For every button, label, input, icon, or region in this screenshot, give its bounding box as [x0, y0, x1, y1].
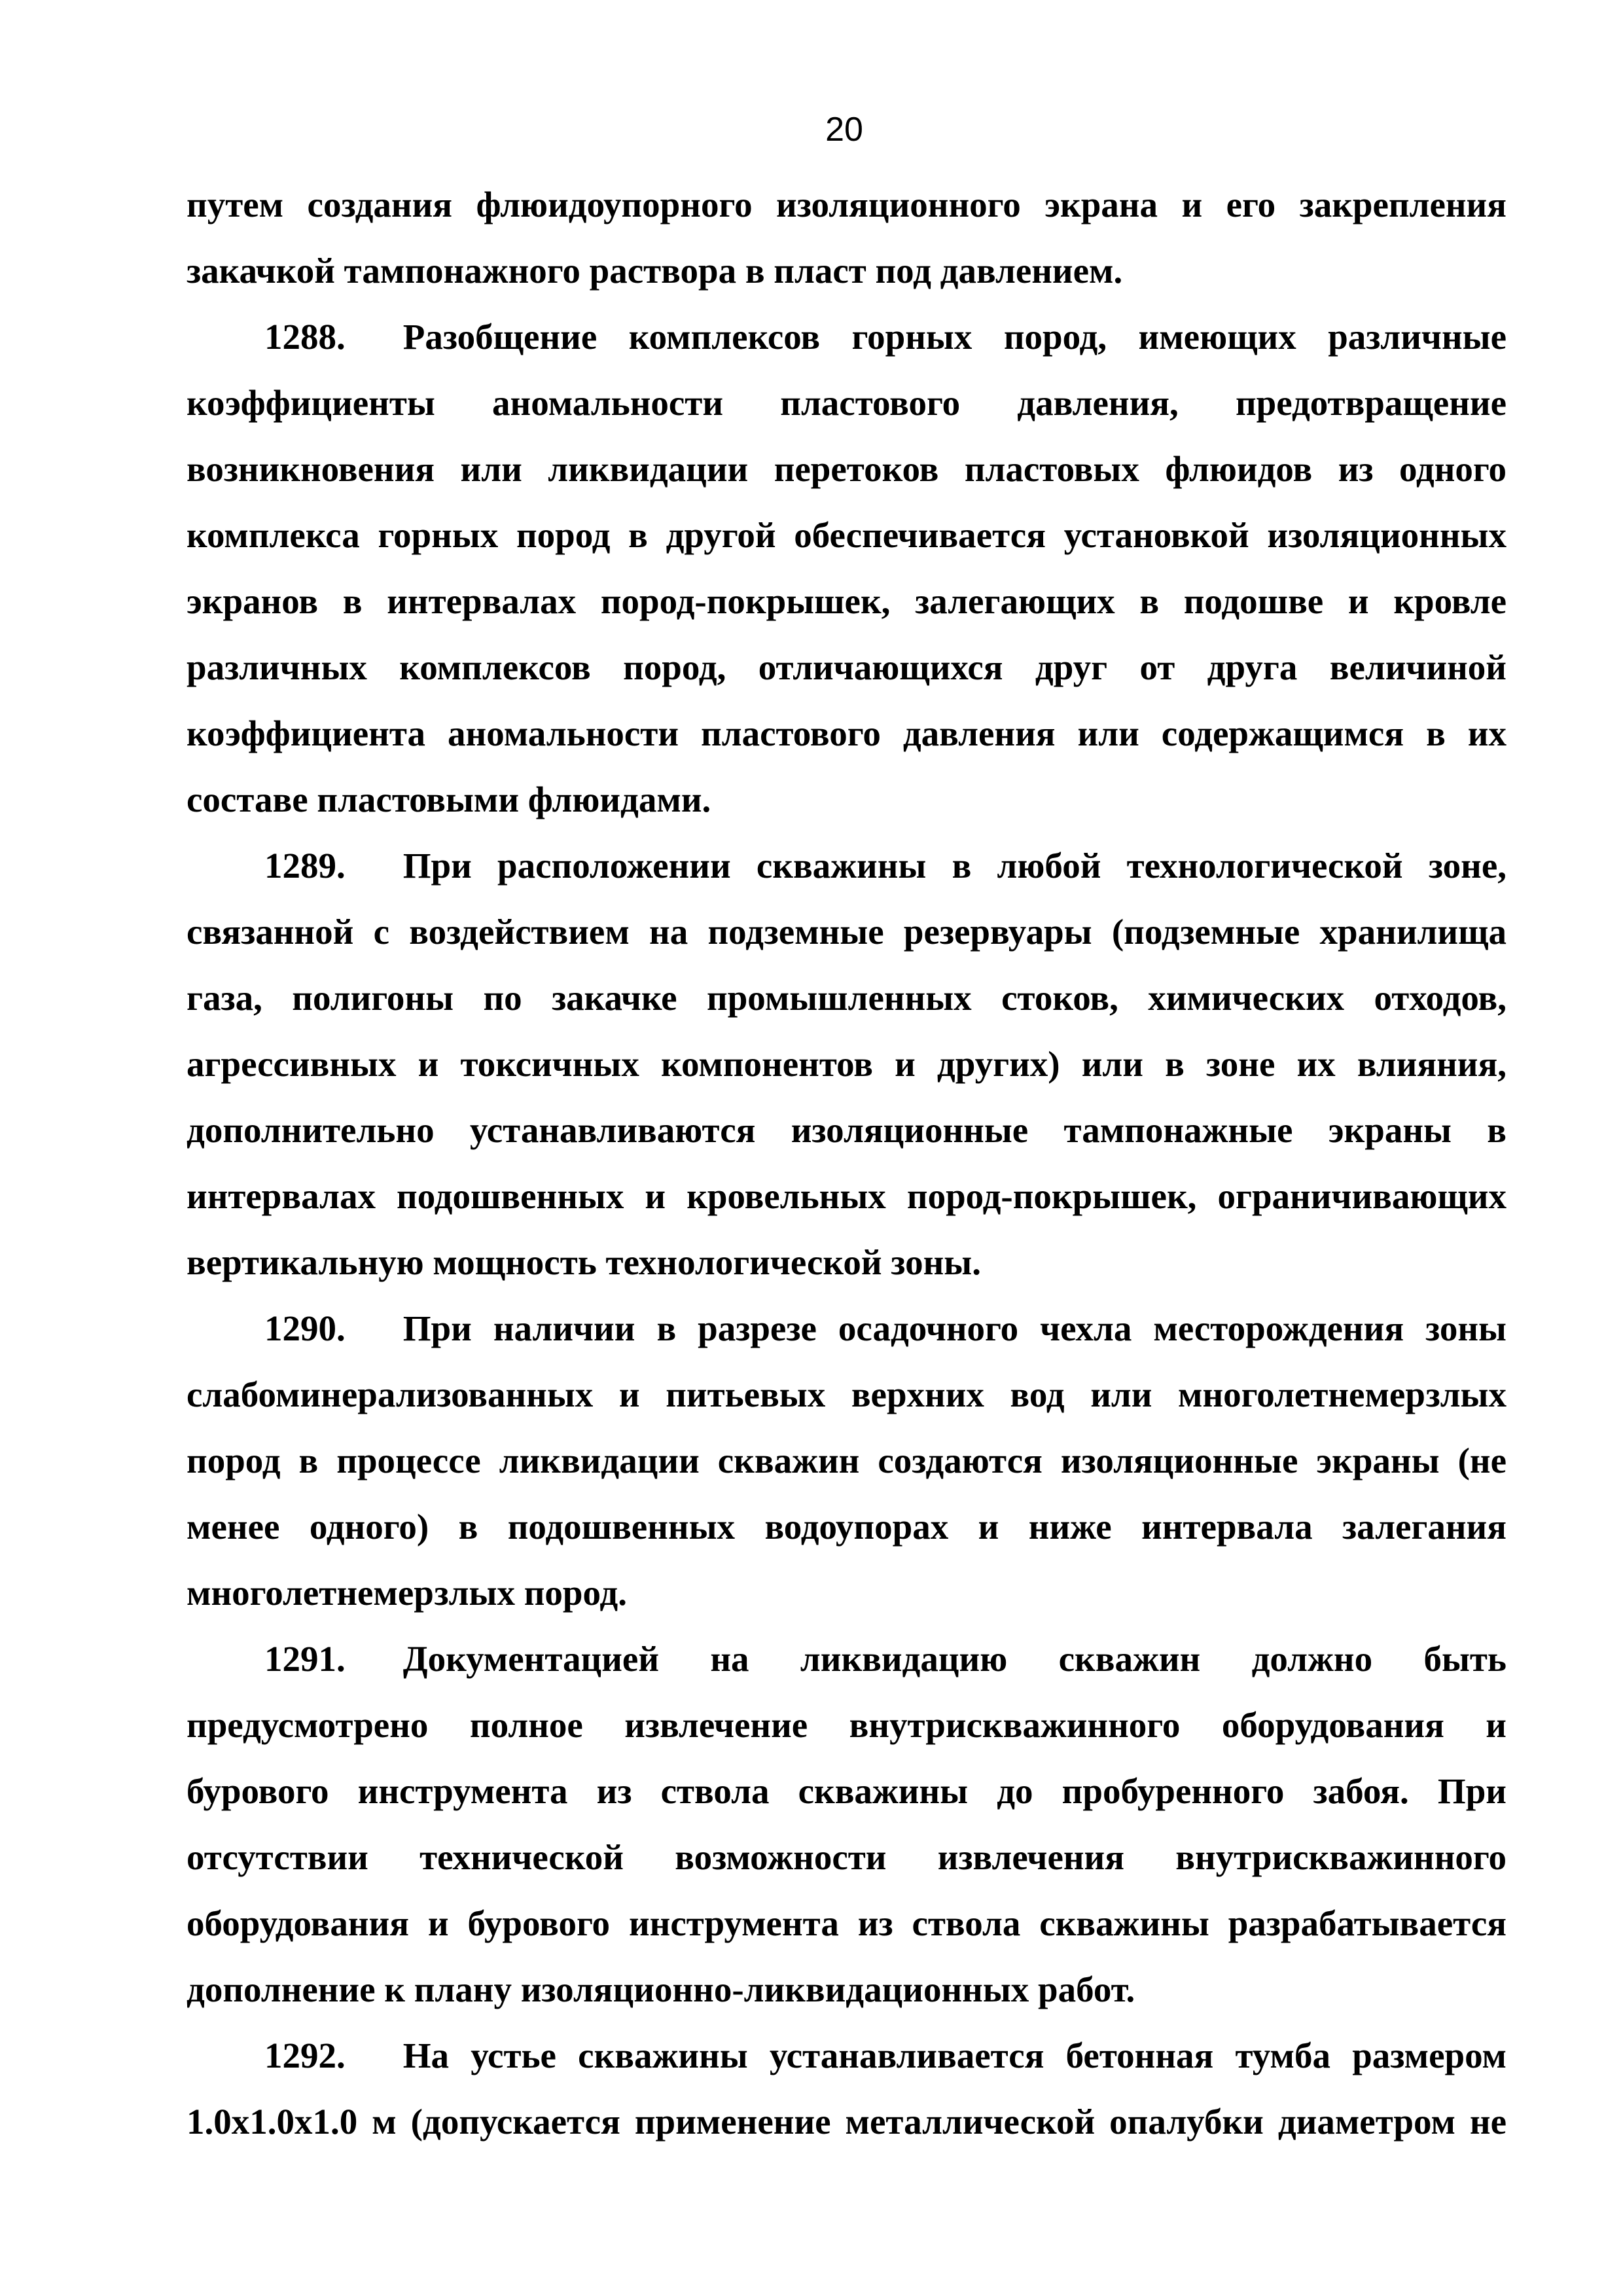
text-line: различных комплексов пород, отличающихся друг от друга величиной: [187, 647, 1507, 687]
text-line: связанной с воздействием на подземные резервуары (подземные хранилища: [187, 912, 1507, 952]
paragraph-start-line: [187, 304, 1507, 370]
text-line: коэффициента аномальности пластового давления или содержащимся в их: [187, 713, 1507, 753]
text-line: дополнительно устанавливаются изоляционные тампонажные экраны в: [187, 1110, 1507, 1150]
paragraph-end-line: вертикальную мощность технологической зоны.: [187, 1242, 981, 1282]
paragraph-start-line: [187, 1626, 1507, 1692]
text-line: агрессивных и токсичных компонентов и других) или в зоне их влияния,: [187, 1044, 1507, 1084]
paragraph-first-line-text: При наличии в разрезе осадочного чехла месторождения зоны: [402, 1308, 1507, 1348]
text-line: отсутствии технической возможности извлечения внутрискважинного: [187, 1837, 1507, 1877]
document-text-block: [187, 171, 1507, 2155]
paragraph-first-line-text: Разобщение комплексов горных пород, имеющих различные: [402, 317, 1507, 357]
paragraph-number: 1290.: [264, 1308, 346, 1348]
text-line: интервалах подошвенных и кровельных пород-покрышек, ограничивающих: [187, 1176, 1507, 1216]
paragraph-end-line: многолетнемерзлых пород.: [187, 1573, 627, 1613]
paragraph-start-line: [187, 833, 1507, 899]
paragraph-number: 1289.: [264, 846, 346, 886]
text-line: 1.0х1.0х1.0 м (допускается применение металлической опалубки диаметром не: [187, 2102, 1507, 2142]
text-line: предусмотрено полное извлечение внутрискважинного оборудования и: [187, 1705, 1507, 1745]
text-line: коэффициенты аномальности пластового давления, предотвращение: [187, 383, 1507, 423]
paragraph-start-line: [187, 1295, 1507, 1361]
paragraph-first-line-text: При расположении скважины в любой технологической зоне,: [402, 846, 1507, 886]
text-line: бурового инструмента из ствола скважины до пробуренного забоя. При: [187, 1771, 1507, 1811]
paragraph-end-line: закачкой тампонажного раствора в пласт под давлением.: [187, 251, 1123, 291]
text-line: оборудования и бурового инструмента из ствола скважины разрабатывается: [187, 1903, 1507, 1943]
page-number: 20: [825, 111, 863, 149]
text-line: слабоминерализованных и питьевых верхних вод или многолетнемерзлых: [187, 1374, 1507, 1414]
text-line: газа, полигоны по закачке промышленных стоков, химических отходов,: [187, 978, 1507, 1018]
text-line: менее одного) в подошвенных водоупорах и ниже интервала залегания: [187, 1507, 1507, 1547]
paragraph-first-line-text: Документацией на ликвидацию скважин должно быть: [402, 1639, 1507, 1679]
text-line: комплекса горных пород в другой обеспечивается установкой изоляционных: [187, 515, 1507, 555]
paragraph-number: 1292.: [264, 2036, 346, 2075]
paragraph-number: 1288.: [264, 317, 346, 357]
text-line: путем создания флюидоупорного изоляционного экрана и его закрепления: [187, 185, 1507, 224]
text-line: возникновения или ликвидации перетоков пластовых флюидов из одного: [187, 449, 1507, 489]
paragraph-start-line: [187, 2022, 1507, 2089]
paragraph-number: 1291.: [264, 1639, 346, 1679]
text-line: экранов в интервалах пород-покрышек, залегающих в подошве и кровле: [187, 581, 1507, 621]
text-line: пород в процессе ликвидации скважин создаются изоляционные экраны (не: [187, 1441, 1507, 1480]
paragraph-end-line: составе пластовыми флюидами.: [187, 780, 711, 819]
paragraph-end-line: дополнение к плану изоляционно-ликвидационных работ.: [187, 1969, 1135, 2009]
paragraph-first-line-text: На устье скважины устанавливается бетонная тумба размером: [402, 2036, 1507, 2075]
